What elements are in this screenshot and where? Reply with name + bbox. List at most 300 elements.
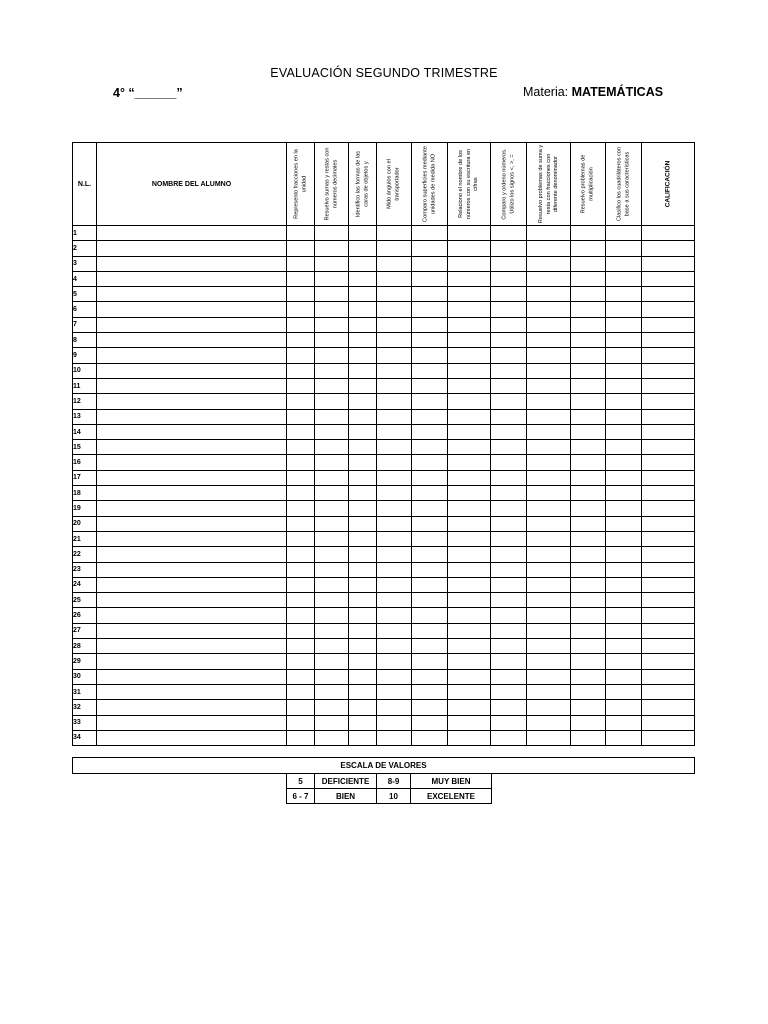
grade-cell[interactable] xyxy=(642,531,695,546)
criterion-cell[interactable] xyxy=(527,730,571,745)
criterion-cell[interactable] xyxy=(491,271,527,286)
criterion-cell[interactable] xyxy=(315,730,349,745)
grade-cell[interactable] xyxy=(642,271,695,286)
criterion-cell[interactable] xyxy=(349,639,377,654)
criterion-cell[interactable] xyxy=(448,623,491,638)
student-name-cell[interactable] xyxy=(97,623,287,638)
criterion-cell[interactable] xyxy=(571,730,606,745)
criterion-cell[interactable] xyxy=(412,700,448,715)
criterion-cell[interactable] xyxy=(315,363,349,378)
criterion-cell[interactable] xyxy=(315,317,349,332)
criterion-cell[interactable] xyxy=(287,547,315,562)
criterion-cell[interactable] xyxy=(491,486,527,501)
criterion-cell[interactable] xyxy=(448,440,491,455)
criterion-cell[interactable] xyxy=(606,608,642,623)
criterion-cell[interactable] xyxy=(448,730,491,745)
criterion-cell[interactable] xyxy=(448,271,491,286)
criterion-cell[interactable] xyxy=(412,440,448,455)
criterion-cell[interactable] xyxy=(377,271,412,286)
criterion-cell[interactable] xyxy=(349,455,377,470)
criterion-cell[interactable] xyxy=(606,333,642,348)
criterion-cell[interactable] xyxy=(315,486,349,501)
criterion-cell[interactable] xyxy=(606,516,642,531)
criterion-cell[interactable] xyxy=(377,455,412,470)
criterion-cell[interactable] xyxy=(491,623,527,638)
criterion-cell[interactable] xyxy=(287,715,315,730)
criterion-cell[interactable] xyxy=(571,486,606,501)
criterion-cell[interactable] xyxy=(571,409,606,424)
criterion-cell[interactable] xyxy=(571,287,606,302)
student-name-cell[interactable] xyxy=(97,547,287,562)
grade-cell[interactable] xyxy=(642,684,695,699)
criterion-cell[interactable] xyxy=(527,684,571,699)
criterion-cell[interactable] xyxy=(412,317,448,332)
criterion-cell[interactable] xyxy=(349,271,377,286)
criterion-cell[interactable] xyxy=(606,256,642,271)
criterion-cell[interactable] xyxy=(491,455,527,470)
criterion-cell[interactable] xyxy=(349,409,377,424)
criterion-cell[interactable] xyxy=(491,730,527,745)
criterion-cell[interactable] xyxy=(491,440,527,455)
criterion-cell[interactable] xyxy=(571,333,606,348)
criterion-cell[interactable] xyxy=(287,654,315,669)
criterion-cell[interactable] xyxy=(412,577,448,592)
criterion-cell[interactable] xyxy=(491,547,527,562)
criterion-cell[interactable] xyxy=(377,577,412,592)
criterion-cell[interactable] xyxy=(412,256,448,271)
criterion-cell[interactable] xyxy=(349,440,377,455)
criterion-cell[interactable] xyxy=(448,486,491,501)
grade-cell[interactable] xyxy=(642,440,695,455)
criterion-cell[interactable] xyxy=(606,440,642,455)
criterion-cell[interactable] xyxy=(606,639,642,654)
criterion-cell[interactable] xyxy=(287,241,315,256)
grade-cell[interactable] xyxy=(642,241,695,256)
criterion-cell[interactable] xyxy=(491,531,527,546)
criterion-cell[interactable] xyxy=(412,531,448,546)
student-name-cell[interactable] xyxy=(97,577,287,592)
criterion-cell[interactable] xyxy=(315,547,349,562)
criterion-cell[interactable] xyxy=(606,470,642,485)
criterion-cell[interactable] xyxy=(448,409,491,424)
criterion-cell[interactable] xyxy=(448,455,491,470)
criterion-cell[interactable] xyxy=(287,516,315,531)
criterion-cell[interactable] xyxy=(527,363,571,378)
criterion-cell[interactable] xyxy=(527,669,571,684)
criterion-cell[interactable] xyxy=(491,639,527,654)
criterion-cell[interactable] xyxy=(377,623,412,638)
criterion-cell[interactable] xyxy=(412,547,448,562)
student-name-cell[interactable] xyxy=(97,394,287,409)
criterion-cell[interactable] xyxy=(377,256,412,271)
criterion-cell[interactable] xyxy=(448,700,491,715)
criterion-cell[interactable] xyxy=(412,363,448,378)
criterion-cell[interactable] xyxy=(571,639,606,654)
criterion-cell[interactable] xyxy=(315,302,349,317)
criterion-cell[interactable] xyxy=(527,562,571,577)
student-name-cell[interactable] xyxy=(97,378,287,393)
criterion-cell[interactable] xyxy=(377,562,412,577)
criterion-cell[interactable] xyxy=(377,700,412,715)
criterion-cell[interactable] xyxy=(448,241,491,256)
grade-cell[interactable] xyxy=(642,333,695,348)
criterion-cell[interactable] xyxy=(349,378,377,393)
criterion-cell[interactable] xyxy=(606,684,642,699)
criterion-cell[interactable] xyxy=(377,547,412,562)
criterion-cell[interactable] xyxy=(491,608,527,623)
criterion-cell[interactable] xyxy=(527,608,571,623)
criterion-cell[interactable] xyxy=(377,287,412,302)
criterion-cell[interactable] xyxy=(287,669,315,684)
student-name-cell[interactable] xyxy=(97,669,287,684)
criterion-cell[interactable] xyxy=(377,608,412,623)
criterion-cell[interactable] xyxy=(491,684,527,699)
criterion-cell[interactable] xyxy=(315,593,349,608)
student-name-cell[interactable] xyxy=(97,593,287,608)
criterion-cell[interactable] xyxy=(606,455,642,470)
grade-cell[interactable] xyxy=(642,593,695,608)
criterion-cell[interactable] xyxy=(571,700,606,715)
grade-cell[interactable] xyxy=(642,700,695,715)
criterion-cell[interactable] xyxy=(448,333,491,348)
criterion-cell[interactable] xyxy=(571,256,606,271)
criterion-cell[interactable] xyxy=(315,501,349,516)
criterion-cell[interactable] xyxy=(448,302,491,317)
criterion-cell[interactable] xyxy=(606,226,642,241)
student-name-cell[interactable] xyxy=(97,470,287,485)
criterion-cell[interactable] xyxy=(448,639,491,654)
criterion-cell[interactable] xyxy=(315,639,349,654)
criterion-cell[interactable] xyxy=(448,287,491,302)
criterion-cell[interactable] xyxy=(315,577,349,592)
criterion-cell[interactable] xyxy=(287,363,315,378)
criterion-cell[interactable] xyxy=(606,501,642,516)
criterion-cell[interactable] xyxy=(287,608,315,623)
criterion-cell[interactable] xyxy=(315,715,349,730)
criterion-cell[interactable] xyxy=(287,562,315,577)
criterion-cell[interactable] xyxy=(571,623,606,638)
criterion-cell[interactable] xyxy=(491,516,527,531)
criterion-cell[interactable] xyxy=(527,623,571,638)
student-name-cell[interactable] xyxy=(97,562,287,577)
criterion-cell[interactable] xyxy=(527,241,571,256)
criterion-cell[interactable] xyxy=(377,302,412,317)
grade-cell[interactable] xyxy=(642,577,695,592)
criterion-cell[interactable] xyxy=(606,730,642,745)
criterion-cell[interactable] xyxy=(287,302,315,317)
criterion-cell[interactable] xyxy=(491,562,527,577)
student-name-cell[interactable] xyxy=(97,317,287,332)
criterion-cell[interactable] xyxy=(349,608,377,623)
criterion-cell[interactable] xyxy=(315,409,349,424)
criterion-cell[interactable] xyxy=(606,654,642,669)
criterion-cell[interactable] xyxy=(571,669,606,684)
student-name-cell[interactable] xyxy=(97,302,287,317)
criterion-cell[interactable] xyxy=(349,317,377,332)
criterion-cell[interactable] xyxy=(412,715,448,730)
criterion-cell[interactable] xyxy=(412,333,448,348)
criterion-cell[interactable] xyxy=(606,424,642,439)
criterion-cell[interactable] xyxy=(448,363,491,378)
criterion-cell[interactable] xyxy=(287,684,315,699)
student-name-cell[interactable] xyxy=(97,424,287,439)
criterion-cell[interactable] xyxy=(287,593,315,608)
student-name-cell[interactable] xyxy=(97,271,287,286)
criterion-cell[interactable] xyxy=(448,562,491,577)
criterion-cell[interactable] xyxy=(315,226,349,241)
criterion-cell[interactable] xyxy=(349,654,377,669)
criterion-cell[interactable] xyxy=(571,455,606,470)
criterion-cell[interactable] xyxy=(491,394,527,409)
criterion-cell[interactable] xyxy=(527,317,571,332)
criterion-cell[interactable] xyxy=(287,287,315,302)
criterion-cell[interactable] xyxy=(448,516,491,531)
criterion-cell[interactable] xyxy=(377,639,412,654)
grade-cell[interactable] xyxy=(642,501,695,516)
criterion-cell[interactable] xyxy=(448,608,491,623)
grade-cell[interactable] xyxy=(642,409,695,424)
criterion-cell[interactable] xyxy=(377,730,412,745)
criterion-cell[interactable] xyxy=(527,394,571,409)
student-name-cell[interactable] xyxy=(97,409,287,424)
criterion-cell[interactable] xyxy=(315,394,349,409)
student-name-cell[interactable] xyxy=(97,715,287,730)
criterion-cell[interactable] xyxy=(377,669,412,684)
criterion-cell[interactable] xyxy=(377,531,412,546)
grade-cell[interactable] xyxy=(642,608,695,623)
criterion-cell[interactable] xyxy=(349,424,377,439)
criterion-cell[interactable] xyxy=(349,256,377,271)
student-name-cell[interactable] xyxy=(97,654,287,669)
criterion-cell[interactable] xyxy=(491,302,527,317)
criterion-cell[interactable] xyxy=(377,378,412,393)
criterion-cell[interactable] xyxy=(315,531,349,546)
criterion-cell[interactable] xyxy=(448,317,491,332)
criterion-cell[interactable] xyxy=(491,317,527,332)
criterion-cell[interactable] xyxy=(571,363,606,378)
criterion-cell[interactable] xyxy=(491,700,527,715)
criterion-cell[interactable] xyxy=(287,333,315,348)
criterion-cell[interactable] xyxy=(287,639,315,654)
grade-cell[interactable] xyxy=(642,363,695,378)
criterion-cell[interactable] xyxy=(349,700,377,715)
student-name-cell[interactable] xyxy=(97,363,287,378)
criterion-cell[interactable] xyxy=(315,348,349,363)
criterion-cell[interactable] xyxy=(491,715,527,730)
criterion-cell[interactable] xyxy=(287,424,315,439)
criterion-cell[interactable] xyxy=(412,669,448,684)
criterion-cell[interactable] xyxy=(491,363,527,378)
grade-cell[interactable] xyxy=(642,486,695,501)
criterion-cell[interactable] xyxy=(491,593,527,608)
criterion-cell[interactable] xyxy=(606,241,642,256)
criterion-cell[interactable] xyxy=(349,715,377,730)
student-name-cell[interactable] xyxy=(97,531,287,546)
criterion-cell[interactable] xyxy=(315,516,349,531)
criterion-cell[interactable] xyxy=(349,593,377,608)
criterion-cell[interactable] xyxy=(349,684,377,699)
criterion-cell[interactable] xyxy=(412,409,448,424)
criterion-cell[interactable] xyxy=(349,470,377,485)
student-name-cell[interactable] xyxy=(97,256,287,271)
criterion-cell[interactable] xyxy=(287,394,315,409)
criterion-cell[interactable] xyxy=(377,363,412,378)
criterion-cell[interactable] xyxy=(448,226,491,241)
criterion-cell[interactable] xyxy=(606,287,642,302)
criterion-cell[interactable] xyxy=(606,486,642,501)
criterion-cell[interactable] xyxy=(412,639,448,654)
grade-cell[interactable] xyxy=(642,287,695,302)
criterion-cell[interactable] xyxy=(448,684,491,699)
criterion-cell[interactable] xyxy=(527,455,571,470)
criterion-cell[interactable] xyxy=(448,394,491,409)
criterion-cell[interactable] xyxy=(349,486,377,501)
criterion-cell[interactable] xyxy=(527,440,571,455)
criterion-cell[interactable] xyxy=(571,271,606,286)
criterion-cell[interactable] xyxy=(412,226,448,241)
criterion-cell[interactable] xyxy=(491,501,527,516)
criterion-cell[interactable] xyxy=(448,531,491,546)
criterion-cell[interactable] xyxy=(315,623,349,638)
criterion-cell[interactable] xyxy=(412,348,448,363)
criterion-cell[interactable] xyxy=(412,271,448,286)
criterion-cell[interactable] xyxy=(606,302,642,317)
grade-cell[interactable] xyxy=(642,639,695,654)
criterion-cell[interactable] xyxy=(315,669,349,684)
criterion-cell[interactable] xyxy=(377,684,412,699)
criterion-cell[interactable] xyxy=(491,241,527,256)
criterion-cell[interactable] xyxy=(377,348,412,363)
criterion-cell[interactable] xyxy=(287,486,315,501)
criterion-cell[interactable] xyxy=(315,684,349,699)
criterion-cell[interactable] xyxy=(349,348,377,363)
criterion-cell[interactable] xyxy=(412,608,448,623)
criterion-cell[interactable] xyxy=(491,470,527,485)
criterion-cell[interactable] xyxy=(448,654,491,669)
student-name-cell[interactable] xyxy=(97,501,287,516)
criterion-cell[interactable] xyxy=(527,501,571,516)
criterion-cell[interactable] xyxy=(491,409,527,424)
criterion-cell[interactable] xyxy=(315,424,349,439)
criterion-cell[interactable] xyxy=(287,700,315,715)
criterion-cell[interactable] xyxy=(606,394,642,409)
criterion-cell[interactable] xyxy=(377,516,412,531)
criterion-cell[interactable] xyxy=(377,317,412,332)
criterion-cell[interactable] xyxy=(412,424,448,439)
grade-cell[interactable] xyxy=(642,455,695,470)
criterion-cell[interactable] xyxy=(571,394,606,409)
criterion-cell[interactable] xyxy=(527,700,571,715)
criterion-cell[interactable] xyxy=(315,333,349,348)
criterion-cell[interactable] xyxy=(571,684,606,699)
criterion-cell[interactable] xyxy=(315,378,349,393)
grade-cell[interactable] xyxy=(642,424,695,439)
criterion-cell[interactable] xyxy=(571,424,606,439)
criterion-cell[interactable] xyxy=(491,287,527,302)
criterion-cell[interactable] xyxy=(412,654,448,669)
criterion-cell[interactable] xyxy=(571,547,606,562)
criterion-cell[interactable] xyxy=(349,547,377,562)
criterion-cell[interactable] xyxy=(606,348,642,363)
criterion-cell[interactable] xyxy=(571,608,606,623)
criterion-cell[interactable] xyxy=(315,287,349,302)
criterion-cell[interactable] xyxy=(349,226,377,241)
criterion-cell[interactable] xyxy=(527,409,571,424)
criterion-cell[interactable] xyxy=(571,654,606,669)
grade-cell[interactable] xyxy=(642,378,695,393)
student-name-cell[interactable] xyxy=(97,333,287,348)
criterion-cell[interactable] xyxy=(606,409,642,424)
criterion-cell[interactable] xyxy=(377,394,412,409)
criterion-cell[interactable] xyxy=(349,363,377,378)
criterion-cell[interactable] xyxy=(377,440,412,455)
grade-cell[interactable] xyxy=(642,730,695,745)
criterion-cell[interactable] xyxy=(377,715,412,730)
criterion-cell[interactable] xyxy=(349,302,377,317)
criterion-cell[interactable] xyxy=(571,715,606,730)
criterion-cell[interactable] xyxy=(527,302,571,317)
criterion-cell[interactable] xyxy=(448,348,491,363)
criterion-cell[interactable] xyxy=(412,378,448,393)
criterion-cell[interactable] xyxy=(448,501,491,516)
criterion-cell[interactable] xyxy=(315,470,349,485)
criterion-cell[interactable] xyxy=(315,440,349,455)
student-name-cell[interactable] xyxy=(97,241,287,256)
criterion-cell[interactable] xyxy=(527,654,571,669)
criterion-cell[interactable] xyxy=(448,577,491,592)
criterion-cell[interactable] xyxy=(315,562,349,577)
criterion-cell[interactable] xyxy=(315,700,349,715)
criterion-cell[interactable] xyxy=(448,669,491,684)
criterion-cell[interactable] xyxy=(606,317,642,332)
criterion-cell[interactable] xyxy=(606,593,642,608)
criterion-cell[interactable] xyxy=(448,470,491,485)
criterion-cell[interactable] xyxy=(571,226,606,241)
criterion-cell[interactable] xyxy=(527,271,571,286)
criterion-cell[interactable] xyxy=(287,348,315,363)
criterion-cell[interactable] xyxy=(527,577,571,592)
student-name-cell[interactable] xyxy=(97,226,287,241)
criterion-cell[interactable] xyxy=(287,531,315,546)
criterion-cell[interactable] xyxy=(349,394,377,409)
criterion-cell[interactable] xyxy=(491,226,527,241)
criterion-cell[interactable] xyxy=(315,271,349,286)
criterion-cell[interactable] xyxy=(412,562,448,577)
student-name-cell[interactable] xyxy=(97,700,287,715)
student-name-cell[interactable] xyxy=(97,639,287,654)
criterion-cell[interactable] xyxy=(315,241,349,256)
grade-cell[interactable] xyxy=(642,226,695,241)
criterion-cell[interactable] xyxy=(287,470,315,485)
criterion-cell[interactable] xyxy=(349,577,377,592)
criterion-cell[interactable] xyxy=(571,501,606,516)
criterion-cell[interactable] xyxy=(527,486,571,501)
student-name-cell[interactable] xyxy=(97,684,287,699)
criterion-cell[interactable] xyxy=(527,333,571,348)
criterion-cell[interactable] xyxy=(571,302,606,317)
criterion-cell[interactable] xyxy=(527,516,571,531)
criterion-cell[interactable] xyxy=(448,715,491,730)
criterion-cell[interactable] xyxy=(606,700,642,715)
grade-cell[interactable] xyxy=(642,547,695,562)
criterion-cell[interactable] xyxy=(412,501,448,516)
criterion-cell[interactable] xyxy=(571,562,606,577)
criterion-cell[interactable] xyxy=(448,424,491,439)
criterion-cell[interactable] xyxy=(412,241,448,256)
student-name-cell[interactable] xyxy=(97,730,287,745)
criterion-cell[interactable] xyxy=(349,623,377,638)
criterion-cell[interactable] xyxy=(606,531,642,546)
